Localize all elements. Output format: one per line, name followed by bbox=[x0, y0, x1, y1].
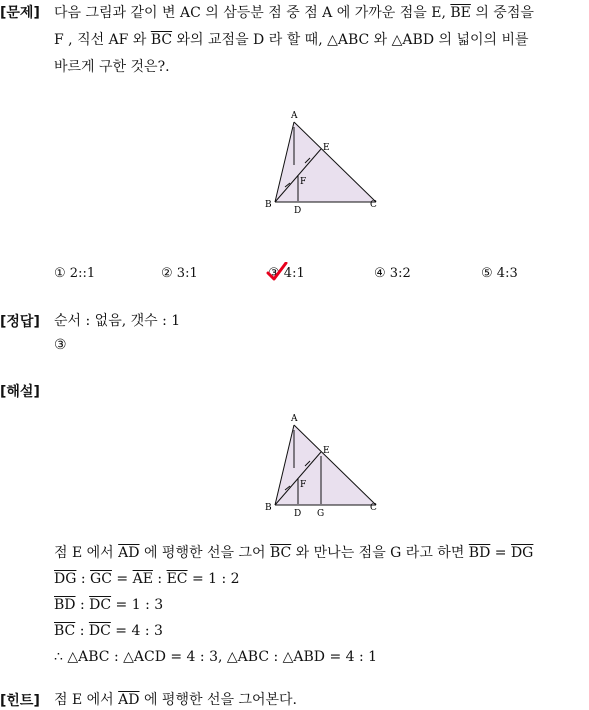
label-e: E bbox=[323, 143, 330, 153]
explanation-figure bbox=[260, 408, 385, 518]
label-f: F bbox=[300, 177, 307, 187]
checkmark-icon bbox=[266, 262, 288, 282]
label-b: B bbox=[265, 503, 272, 513]
choice-2[interactable]: ② 3:1 bbox=[161, 266, 198, 281]
explanation-line-4: $\overline{BC}$ : $\overline{DC} = 4$ : 3 bbox=[54, 623, 163, 639]
problem-label: [문제] bbox=[0, 5, 40, 21]
label-g: G bbox=[317, 509, 325, 518]
hint-label: [힌트] bbox=[0, 693, 40, 709]
label-c: C bbox=[370, 503, 377, 513]
answer-value: ③ bbox=[54, 337, 67, 353]
hint-text: 점 E 에서 $\overline{AD}$ 에 평행한 선을 그어본다. bbox=[54, 692, 297, 708]
explanation-line-1: 점 E 에서 $\overline{AD}$ 에 평행한 선을 그어 $\overline{BC}$ 와 만나는 점을 G 라고 하면 $\overline{BD} = \overline{DG}$ bbox=[54, 545, 534, 561]
triangle-fill bbox=[275, 122, 376, 202]
answer-label: [정답] bbox=[0, 314, 40, 330]
label-d: D bbox=[294, 509, 302, 518]
problem-line-2: F , 직선 AF 와 $\overline{BC}$ 와의 교점을 D 라 할 때, △ABC 와 △ABD 의 넓이의 비를 bbox=[54, 32, 529, 48]
choice-4[interactable]: ④ 3:2 bbox=[374, 266, 411, 281]
explanation-line-2: $\overline{DG}$ : $\overline{GC} = \overline{AE}$ : $\overline{EC} = 1$ : 2 bbox=[54, 571, 240, 587]
answer-info: 순서 : 없음, 갯수 : 1 bbox=[54, 313, 181, 329]
explanation-line-5: ∴ △ABC : △ACD = 4 : 3, △ABC : △ABD = 4 : 1 bbox=[54, 649, 378, 665]
choice-1[interactable]: ① 2::1 bbox=[54, 266, 96, 281]
label-d: D bbox=[294, 206, 302, 215]
problem-line-3: 바르게 구한 것은?. bbox=[54, 59, 170, 75]
label-a: A bbox=[291, 111, 298, 121]
choice-3[interactable]: ③ 4:1 bbox=[268, 266, 305, 281]
label-f: F bbox=[300, 480, 307, 490]
problem-figure bbox=[260, 105, 385, 215]
label-c: C bbox=[370, 200, 377, 210]
problem-line-1: 다음 그림과 같이 변 AC 의 삼등분 점 중 점 A 에 가까운 점을 E, $\overline{BE}$ 의 중점을 bbox=[54, 5, 534, 21]
explanation-line-3: $\overline{BD}$ : $\overline{DC} = 1$ : 3 bbox=[54, 597, 164, 613]
label-e: E bbox=[323, 446, 330, 456]
label-a: A bbox=[291, 414, 298, 424]
choice-5[interactable]: ⑤ 4:3 bbox=[481, 266, 518, 281]
label-b: B bbox=[265, 200, 272, 210]
explanation-label: [해설] bbox=[0, 384, 40, 400]
triangle-fill bbox=[275, 425, 376, 505]
